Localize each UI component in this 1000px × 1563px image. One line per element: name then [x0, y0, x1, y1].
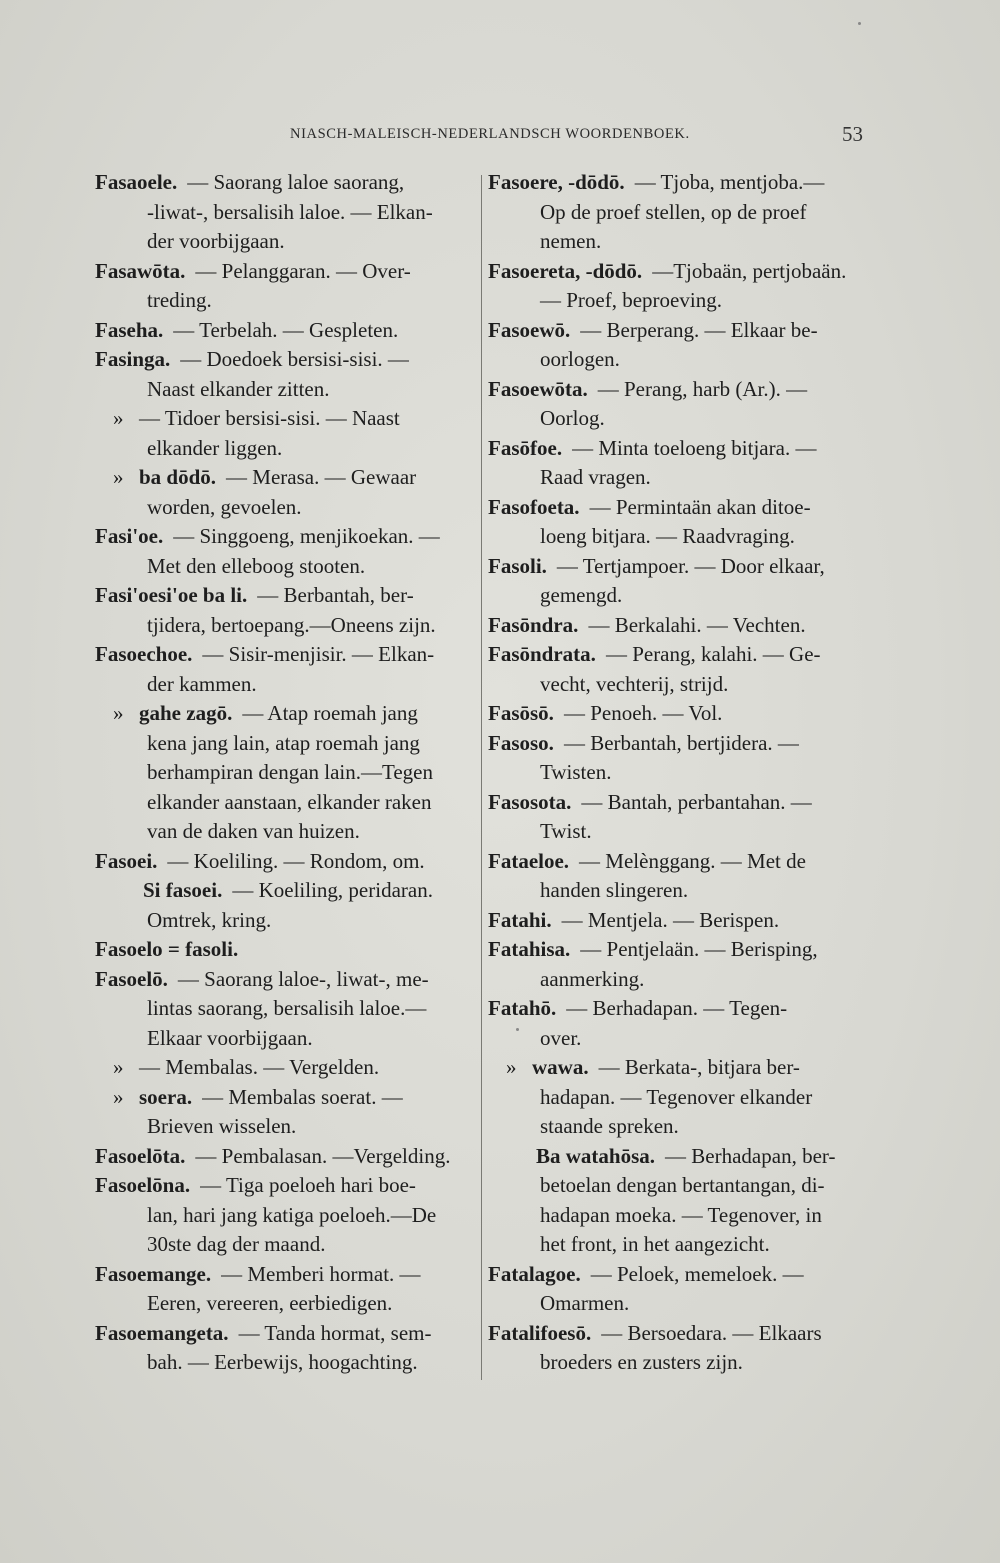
definition-text: — Saorang laloe saorang,	[187, 170, 405, 194]
dictionary-entry	[488, 375, 873, 434]
definition-text: — Tanda hormat, sem-	[238, 1320, 432, 1345]
dictionary-entry	[488, 434, 873, 493]
definition-text: van de daken van huizen.	[147, 819, 360, 843]
entry-continuation-line	[488, 965, 873, 995]
entry-continuation-line	[488, 404, 873, 434]
entry-continuation-line	[95, 729, 475, 759]
dictionary-entry	[95, 965, 475, 1054]
definition-text: het front, in het aangezicht.	[540, 1232, 770, 1256]
dictionary-entry	[95, 345, 475, 404]
headword: Fasi'oesi'oe ba li.	[95, 583, 248, 607]
definition-text: — Penoeh. — Vol.	[563, 701, 723, 725]
definition-text: bah. — Eerbewijs, hoogachting.	[147, 1350, 418, 1374]
headword: Fasoechoe.	[95, 642, 193, 666]
entry-continuation-line	[488, 670, 873, 700]
repeat-marker: »	[113, 1055, 124, 1079]
entry-continuation-line	[488, 1289, 873, 1319]
paper-speck	[858, 22, 861, 25]
definition-text: handen slingeren.	[540, 878, 689, 902]
definition-text: — Tidoer bersisi-sisi. — Naast	[139, 406, 400, 430]
definition-text: — Berperang. — Elkaar be-	[580, 317, 818, 342]
headword: Fasofoeta.	[488, 494, 580, 519]
headword: Fasoelōta.	[95, 1143, 186, 1168]
definition-text: — Pembalasan. —Vergelding.	[195, 1143, 451, 1168]
definition-text: Eeren, vereeren, eerbiedigen.	[147, 1291, 393, 1315]
headword: Fasōsō.	[488, 701, 554, 725]
headword: gahe zagō.	[139, 701, 233, 725]
definition-text: — Bersoedara. — Elkaars	[601, 1320, 822, 1345]
headword: Fasoli.	[488, 553, 547, 578]
entry-first-line	[95, 935, 475, 965]
definition-text: nemen.	[540, 229, 602, 253]
definition-text: Twisten.	[540, 760, 612, 784]
entry-continuation-line	[488, 876, 873, 906]
entry-continuation-line	[95, 375, 475, 405]
definition-text: — Membalas. — Vergelden.	[139, 1055, 380, 1079]
repeat-marker: »	[113, 465, 124, 489]
entry-first-line	[488, 847, 873, 877]
definition-text: — Saorang laloe-, liwat-, me-	[177, 966, 429, 991]
headword: Fasi'oe.	[95, 524, 164, 548]
entry-first-line	[488, 935, 873, 965]
headword: Fatalifoesō.	[488, 1320, 592, 1345]
headword: Fasoereta, -dōdō.	[488, 258, 643, 283]
running-header	[0, 118, 1000, 148]
definition-text: — Atap roemah jang	[242, 701, 418, 725]
entry-first-line	[95, 640, 475, 670]
definition-text: — Mentjela. — Berispen.	[561, 907, 780, 932]
headword: Faseha.	[95, 317, 164, 342]
headword: wawa.	[532, 1055, 589, 1079]
entry-continuation-line	[95, 1201, 475, 1231]
headword: Fasoelo = fasoli.	[95, 937, 239, 961]
dictionary-entry	[488, 1319, 873, 1378]
right-column	[488, 168, 873, 1378]
dictionary-entry	[488, 788, 873, 847]
dictionary-entry	[488, 168, 873, 257]
definition-text: loeng bitjara. — Raadvraging.	[540, 524, 795, 548]
entry-continuation-line	[95, 1348, 475, 1378]
dictionary-entry	[95, 935, 475, 965]
definition-text: Raad vragen.	[540, 465, 651, 489]
entry-first-line	[488, 994, 873, 1024]
entry-first-line	[95, 168, 475, 198]
definition-text: Naast elkander zitten.	[147, 376, 330, 401]
definition-text: Met den elleboog stooten.	[147, 553, 366, 578]
entry-continuation-line	[95, 994, 475, 1024]
entry-continuation-line	[488, 1083, 873, 1113]
entry-first-line	[488, 1319, 873, 1349]
paper-speck	[516, 1028, 519, 1031]
dictionary-entry	[488, 729, 873, 788]
entry-continuation-line	[95, 1230, 475, 1260]
dictionary-entry	[95, 257, 475, 316]
definition-text: — Singgoeng, menjikoekan. —	[173, 524, 440, 548]
definition-text: — Proef, beproeving.	[540, 288, 722, 312]
entry-continuation-line	[95, 286, 475, 316]
headword: Fataeloe.	[488, 848, 570, 873]
headword: Fasoelōna.	[95, 1173, 191, 1197]
definition-text: betoelan dengan bertantangan, di-	[540, 1173, 825, 1197]
headword: Fasōndrata.	[488, 642, 596, 666]
headword: Fasoso.	[488, 730, 554, 755]
headword: Fasōfoe.	[488, 435, 563, 460]
headword: Fatalagoe.	[488, 1261, 581, 1286]
headword: Si fasoei.	[143, 878, 223, 902]
dictionary-entry	[95, 463, 475, 522]
definition-text: over.	[540, 1025, 582, 1050]
dictionary-entry	[95, 1053, 475, 1083]
entry-continuation-line	[488, 1201, 873, 1231]
repeat-marker: »	[506, 1055, 517, 1079]
entry-first-line	[95, 965, 475, 995]
dictionary-entry	[95, 1171, 475, 1260]
dictionary-entry	[95, 522, 475, 581]
entry-first-line	[95, 522, 475, 552]
headword: Fasoere, -dōdō.	[488, 170, 625, 194]
entry-continuation-line	[488, 286, 873, 316]
definition-text: — Perang, harb (Ar.). —	[597, 376, 808, 401]
entry-first-line	[95, 316, 475, 346]
definition-text: broeders en zusters zijn.	[540, 1350, 743, 1374]
dictionary-entry	[488, 994, 873, 1053]
definition-text: — Berhadapan. — Tegen-	[566, 996, 788, 1020]
dictionary-entry	[95, 1142, 475, 1172]
definition-text: — Tiga poeloeh hari boe-	[200, 1173, 416, 1197]
definition-text: — Doedoek bersisi-sisi. —	[180, 347, 409, 371]
definition-text: Twist.	[540, 819, 592, 843]
definition-text: Omarmen.	[540, 1291, 630, 1315]
dictionary-entry	[95, 316, 475, 346]
headword: Fasoemangeta.	[95, 1320, 229, 1345]
dictionary-entry	[488, 552, 873, 611]
definition-text: —Tjobaän, pertjobaän.	[652, 258, 847, 283]
entry-continuation-line	[95, 1024, 475, 1054]
headword: Fasawōta.	[95, 258, 186, 283]
definition-text: berhampiran dengan lain.—Tegen	[147, 760, 434, 784]
definition-text: elkander liggen.	[147, 435, 283, 460]
dictionary-entry	[488, 493, 873, 552]
entry-continuation-line	[488, 198, 873, 228]
headword: Fatahō.	[488, 996, 557, 1020]
headword: Fasaoele.	[95, 170, 178, 194]
entry-first-line	[488, 552, 873, 582]
entry-first-line	[95, 876, 475, 906]
entry-continuation-line	[95, 788, 475, 818]
entry-continuation-line	[488, 463, 873, 493]
repeat-marker: »	[113, 701, 124, 725]
definition-text: Oorlog.	[540, 406, 605, 430]
dictionary-entry	[488, 699, 873, 729]
definition-text: treding.	[147, 288, 212, 312]
definition-text: Brieven wisselen.	[147, 1114, 297, 1138]
entry-first-line	[95, 1053, 475, 1083]
dictionary-entry	[488, 1260, 873, 1319]
dictionary-entry	[95, 168, 475, 257]
entry-continuation-line	[488, 227, 873, 257]
entry-continuation-line	[488, 1348, 873, 1378]
definition-text: — Terbelah. — Gespleten.	[173, 317, 399, 342]
definition-text: lintas saorang, bersalisih laloe.—	[147, 996, 427, 1020]
definition-text: — Membalas soerat. —	[202, 1084, 403, 1109]
headword: Fatahisa.	[488, 937, 571, 961]
entry-continuation-line	[488, 1171, 873, 1201]
definition-text: elkander aanstaan, elkander raken	[147, 789, 432, 814]
left-column	[95, 168, 475, 1378]
entry-first-line	[488, 640, 873, 670]
entry-continuation-line	[95, 227, 475, 257]
definition-text: kena jang lain, atap roemah jang	[147, 730, 420, 755]
definition-text: 30ste dag der maand.	[147, 1232, 326, 1256]
entry-first-line	[488, 434, 873, 464]
entry-first-line	[95, 581, 475, 611]
entry-first-line	[488, 316, 873, 346]
entry-continuation-line	[488, 581, 873, 611]
entry-first-line	[95, 1171, 475, 1201]
definition-text: — Melènggang. — Met de	[579, 848, 806, 873]
headword: Fatahi.	[488, 907, 552, 932]
entry-continuation-line	[95, 670, 475, 700]
entry-first-line	[488, 375, 873, 405]
entry-first-line	[488, 788, 873, 818]
definition-text: — Pelanggaran. — Over-	[195, 258, 411, 283]
definition-text: — Merasa. — Gewaar	[226, 465, 417, 489]
entry-continuation-line	[95, 1112, 475, 1142]
definition-text: der voorbijgaan.	[147, 229, 285, 253]
entry-first-line	[488, 493, 873, 523]
dictionary-entry	[95, 699, 475, 847]
dictionary-entry	[488, 640, 873, 699]
entry-first-line	[488, 699, 873, 729]
dictionary-title: NIASCH-MALEISCH-NEDERLANDSCH WOORDENBOEK.	[290, 126, 690, 142]
entry-first-line	[488, 906, 873, 936]
entry-first-line	[488, 1260, 873, 1290]
entry-continuation-line	[488, 1112, 873, 1142]
definition-text: worden, gevoelen.	[147, 494, 302, 519]
definition-text: — Berbantah, bertjidera. —	[563, 730, 799, 755]
entry-continuation-line	[95, 758, 475, 788]
entry-first-line	[95, 1083, 475, 1113]
dictionary-entry	[95, 404, 475, 463]
dictionary-entry	[95, 640, 475, 699]
dictionary-entry	[488, 935, 873, 994]
definition-text: — Permintaän akan ditoe-	[589, 494, 811, 519]
definition-text: — Tjoba, mentjoba.—	[634, 170, 825, 194]
definition-text: hadapan moeka. — Tegenover, in	[540, 1202, 822, 1227]
definition-text: vecht, vechterij, strijd.	[540, 671, 729, 696]
entry-first-line	[488, 1142, 873, 1172]
entry-continuation-line	[488, 1230, 873, 1260]
headword: Fasoei.	[95, 848, 158, 873]
dictionary-entry	[95, 1260, 475, 1319]
definition-text: — Peloek, memeloek. —	[590, 1261, 804, 1286]
entry-first-line	[488, 257, 873, 287]
headword: Fasōndra.	[488, 612, 579, 637]
definition-text: aanmerking.	[540, 966, 645, 991]
entry-continuation-line	[95, 552, 475, 582]
entry-first-line	[488, 729, 873, 759]
entry-first-line	[488, 611, 873, 641]
entry-first-line	[95, 1319, 475, 1349]
definition-text: — Koeliling. — Rondom, om.	[167, 848, 425, 873]
dictionary-entry	[488, 1053, 873, 1142]
entry-first-line	[488, 168, 873, 198]
definition-text: gemengd.	[540, 583, 623, 607]
definition-text: — Pentjelaän. — Berisping,	[580, 937, 818, 961]
headword: Fasoelō.	[95, 966, 168, 991]
definition-text: Elkaar voorbijgaan.	[147, 1025, 313, 1050]
definition-text: -liwat-, bersalisih laloe. — Elkan-	[147, 199, 433, 224]
headword: soera.	[139, 1084, 193, 1109]
entry-first-line	[95, 1142, 475, 1172]
entry-continuation-line	[95, 906, 475, 936]
dictionary-entry	[95, 847, 475, 877]
entry-first-line	[95, 1260, 475, 1290]
entry-continuation-line	[95, 493, 475, 523]
headword: ba dōdō.	[139, 465, 217, 489]
column-divider	[481, 175, 482, 1380]
entry-first-line	[95, 699, 475, 729]
definition-text: — Tertjampoer. — Door elkaar,	[556, 553, 825, 578]
entry-continuation-line	[95, 434, 475, 464]
entry-continuation-line	[488, 817, 873, 847]
entry-first-line	[95, 404, 475, 434]
dictionary-entry	[488, 847, 873, 906]
definition-text: — Bantah, perbantahan. —	[581, 789, 812, 814]
entry-continuation-line	[488, 522, 873, 552]
definition-text: — Berkalahi. — Vechten.	[588, 612, 806, 637]
entry-continuation-line	[488, 1024, 873, 1054]
definition-text: — Berkata-, bitjara ber-	[598, 1055, 800, 1079]
definition-text: — Perang, kalahi. — Ge-	[605, 642, 821, 666]
dictionary-entry	[95, 1319, 475, 1378]
entry-continuation-line	[95, 198, 475, 228]
dictionary-entry	[488, 611, 873, 641]
definition-text: — Koeliling, peridaran.	[232, 878, 433, 902]
definition-text: Omtrek, kring.	[147, 907, 272, 932]
definition-text: tjidera, bertoepang.—Oneens zijn.	[147, 612, 436, 637]
entry-first-line	[95, 257, 475, 287]
headword: Fasoewōta.	[488, 376, 588, 401]
repeat-marker: »	[113, 406, 124, 430]
definition-text: lan, hari jang katiga poeloeh.—De	[147, 1202, 437, 1227]
definition-text: hadapan. — Tegenover elkander	[540, 1084, 813, 1109]
repeat-marker: »	[113, 1084, 124, 1109]
entry-continuation-line	[488, 758, 873, 788]
entry-first-line	[95, 463, 475, 493]
dictionary-entry	[488, 316, 873, 375]
definition-text: — Sisir-menjisir. — Elkan-	[202, 642, 435, 666]
definition-text: Op de proef stellen, op de proef	[540, 199, 807, 224]
entry-continuation-line	[95, 611, 475, 641]
definition-text: — Berhadapan, ber-	[665, 1143, 836, 1168]
definition-text: der kammen.	[147, 671, 257, 696]
definition-text: — Memberi hormat. —	[221, 1261, 421, 1286]
headword: Fasosota.	[488, 789, 572, 814]
entry-continuation-line	[95, 1289, 475, 1319]
entry-continuation-line	[488, 345, 873, 375]
entry-first-line	[95, 345, 475, 375]
dictionary-entry	[95, 876, 475, 935]
headword: Fasinga.	[95, 347, 171, 371]
dictionary-entry	[488, 1142, 873, 1260]
dictionary-entry	[488, 257, 873, 316]
definition-text: — Berbantah, ber-	[257, 583, 414, 607]
dictionary-entry	[95, 581, 475, 640]
definition-text: — Minta toeloeng bitjara. —	[572, 435, 817, 460]
dictionary-entry	[95, 1083, 475, 1142]
headword: Fasoemange.	[95, 1261, 212, 1286]
entry-first-line	[488, 1053, 873, 1083]
dictionary-entry	[488, 906, 873, 936]
entry-first-line	[95, 847, 475, 877]
page-number: 53	[842, 122, 863, 146]
definition-text: staande spreken.	[540, 1114, 679, 1138]
definition-text: oorlogen.	[540, 347, 620, 371]
entry-continuation-line	[95, 817, 475, 847]
headword: Ba watahōsa.	[536, 1143, 656, 1168]
headword: Fasoewō.	[488, 317, 571, 342]
